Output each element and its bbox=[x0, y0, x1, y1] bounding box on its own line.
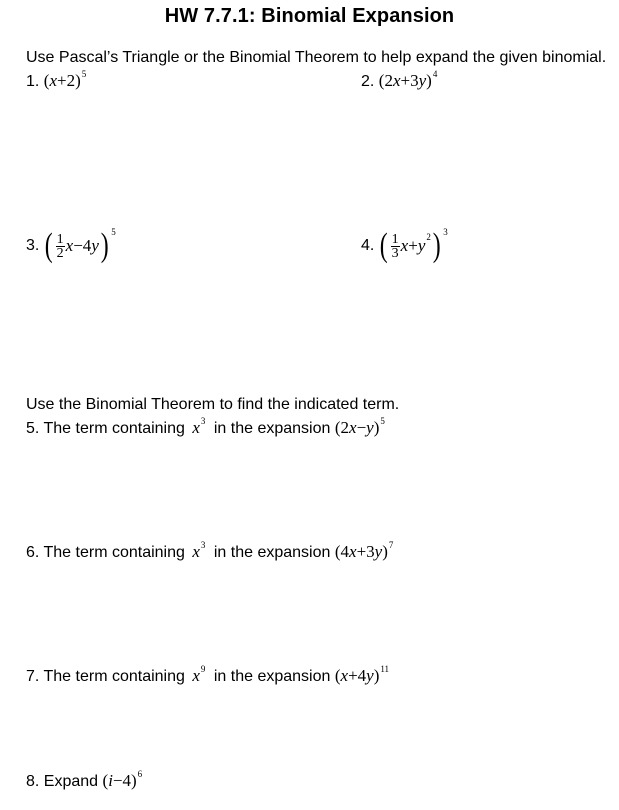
section2-instruction: Use the Binomial Theorem to find the indicated term. bbox=[26, 396, 400, 413]
math-expression: x−4y bbox=[65, 236, 99, 255]
fraction: $\frac{1}{3}$ bbox=[391, 231, 399, 261]
problem-number: 1. bbox=[26, 73, 40, 90]
paren-close: ) bbox=[100, 227, 109, 264]
problem-5: 5. The term containing $x^3$ in the expansion $(2x-y)^5$ bbox=[26, 416, 385, 437]
math-expression: (x+2) bbox=[43, 71, 81, 90]
fraction: $\frac{1}{2}$ bbox=[56, 231, 64, 261]
problem-7: 7. The term containing $x^9$ in the expansion $(x+4y)^{11}$ bbox=[26, 664, 390, 685]
problem-2 bbox=[361, 71, 437, 91]
exponent: 4 bbox=[432, 69, 438, 79]
problem-8: 8. Expand $(i-4)^6$ bbox=[26, 769, 143, 790]
paren-open: ( bbox=[45, 227, 53, 264]
math-expression: (4x+3y) bbox=[334, 542, 388, 561]
math-expression: x+y bbox=[400, 236, 426, 255]
math-expression: (x+4y) bbox=[334, 666, 380, 685]
problem-number: 2. bbox=[361, 73, 375, 90]
problem-number: 3. bbox=[26, 237, 40, 254]
problem-1 bbox=[26, 71, 86, 91]
section1-instruction: Use Pascal’s Triangle or the Binomial Theorem to help expand the given binomial. bbox=[26, 49, 607, 66]
exponent: 5 bbox=[111, 227, 116, 237]
problem-4 bbox=[361, 229, 448, 263]
math-expression: (2x+3y) bbox=[378, 71, 432, 90]
problem-number: 4. bbox=[361, 237, 375, 254]
exponent: 5 bbox=[81, 69, 87, 79]
y-exponent: 2 bbox=[426, 232, 431, 242]
math-expression: (i−4) bbox=[102, 771, 137, 790]
math-expression: (2x−y) bbox=[334, 418, 380, 437]
problem-3 bbox=[26, 229, 116, 263]
page-title: HW 7.7.1: Binomial Expansion bbox=[164, 5, 455, 27]
problem-6: 6. The term containing $x^3$ in the expansion $(4x+3y)^7$ bbox=[26, 540, 394, 561]
exponent: 3 bbox=[443, 227, 448, 237]
paren-close: ) bbox=[432, 227, 441, 264]
paren-open: ( bbox=[380, 227, 388, 264]
